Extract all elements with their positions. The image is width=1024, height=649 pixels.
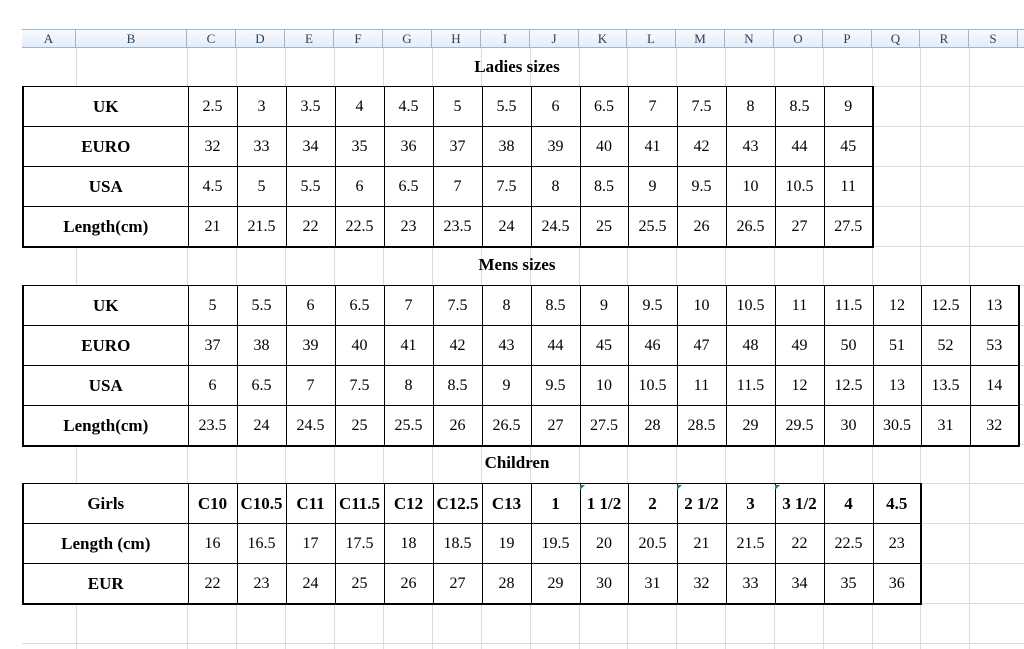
size-cell[interactable]: 26.5 xyxy=(726,207,775,248)
size-cell[interactable]: 25.5 xyxy=(628,207,677,248)
size-cell[interactable]: 39 xyxy=(286,326,335,366)
size-cell[interactable]: 5 xyxy=(433,87,482,127)
size-cell[interactable]: 8 xyxy=(531,167,580,207)
size-cell[interactable]: 32 xyxy=(188,127,237,167)
size-cell[interactable]: 9.5 xyxy=(628,286,677,326)
row-label[interactable]: EURO xyxy=(23,127,188,167)
mens-row xyxy=(23,406,1019,447)
size-cell[interactable]: 40 xyxy=(335,326,384,366)
size-cell[interactable]: 28.5 xyxy=(677,406,726,447)
size-cell[interactable]: 7 xyxy=(628,87,677,127)
size-cell[interactable]: 52 xyxy=(921,326,970,366)
ladies-size-table xyxy=(22,86,874,248)
size-cell[interactable]: 29 xyxy=(726,406,775,447)
size-cell[interactable]: 28 xyxy=(482,564,531,605)
column-header[interactable]: Q xyxy=(872,30,920,47)
column-header[interactable]: F xyxy=(334,30,383,47)
size-cell[interactable]: 25 xyxy=(335,564,384,605)
size-cell[interactable]: 21.5 xyxy=(237,207,286,248)
size-cell[interactable]: 45 xyxy=(580,326,628,366)
size-cell[interactable]: 41 xyxy=(384,326,433,366)
size-cell[interactable]: 27.5 xyxy=(824,207,873,248)
size-cell[interactable]: 42 xyxy=(677,127,726,167)
size-cell[interactable]: 3 xyxy=(726,484,775,524)
size-cell[interactable]: 10.5 xyxy=(628,366,677,406)
size-cell[interactable]: 21 xyxy=(188,207,237,248)
children-size-table xyxy=(22,483,922,605)
size-cell[interactable]: 18 xyxy=(384,524,433,564)
ladies-row xyxy=(23,167,873,207)
children-row xyxy=(23,564,921,605)
size-cell[interactable]: 34 xyxy=(286,127,335,167)
size-cell[interactable]: 2 1/2 xyxy=(677,484,726,524)
size-cell[interactable]: 2 xyxy=(628,484,677,524)
size-cell[interactable]: 30.5 xyxy=(873,406,921,447)
size-cell[interactable]: 7 xyxy=(286,366,335,406)
size-cell[interactable]: 10 xyxy=(677,286,726,326)
size-cell[interactable]: 5.5 xyxy=(286,167,335,207)
size-cell[interactable]: 7.5 xyxy=(433,286,482,326)
size-cell[interactable]: 7 xyxy=(384,286,433,326)
size-cell[interactable]: 3.5 xyxy=(286,87,335,127)
size-cell[interactable]: 1 xyxy=(531,484,580,524)
size-cell[interactable]: 25 xyxy=(335,406,384,447)
size-cell[interactable]: C10 xyxy=(188,484,237,524)
gridline-horizontal xyxy=(22,643,1024,644)
size-cell[interactable]: 32 xyxy=(677,564,726,605)
size-cell[interactable]: 6 xyxy=(188,366,237,406)
size-cell[interactable]: 21.5 xyxy=(726,524,775,564)
size-cell[interactable]: 19 xyxy=(482,524,531,564)
size-cell[interactable]: 51 xyxy=(873,326,921,366)
size-cell[interactable]: 34 xyxy=(775,564,824,605)
size-cell[interactable]: 33 xyxy=(237,127,286,167)
size-cell[interactable]: 44 xyxy=(531,326,580,366)
size-cell[interactable]: 8.5 xyxy=(433,366,482,406)
size-cell[interactable]: 5 xyxy=(237,167,286,207)
size-cell[interactable]: 30 xyxy=(580,564,628,605)
column-header[interactable]: L xyxy=(627,30,676,47)
size-cell[interactable]: 11.5 xyxy=(824,286,873,326)
row-label[interactable]: Length(cm) xyxy=(23,207,188,248)
size-cell[interactable]: 27.5 xyxy=(580,406,628,447)
size-cell[interactable]: 17 xyxy=(286,524,335,564)
size-cell[interactable]: 14 xyxy=(970,366,1019,406)
size-cell[interactable]: C10.5 xyxy=(237,484,286,524)
size-cell[interactable]: 10 xyxy=(580,366,628,406)
row-label[interactable]: UK xyxy=(23,87,188,127)
column-header[interactable]: B xyxy=(76,30,187,47)
size-cell[interactable]: 38 xyxy=(237,326,286,366)
size-cell[interactable]: 9.5 xyxy=(677,167,726,207)
size-cell[interactable]: 4.5 xyxy=(188,167,237,207)
row-label[interactable]: Girls xyxy=(23,484,188,524)
size-cell[interactable]: 47 xyxy=(677,326,726,366)
size-cell[interactable]: 7.5 xyxy=(335,366,384,406)
size-cell[interactable]: 35 xyxy=(824,564,873,605)
size-cell[interactable]: 33 xyxy=(726,564,775,605)
size-cell[interactable]: C11 xyxy=(286,484,335,524)
size-cell[interactable]: 16 xyxy=(188,524,237,564)
size-cell[interactable]: 6.5 xyxy=(237,366,286,406)
size-cell[interactable]: 12 xyxy=(775,366,824,406)
cell-error-indicator-icon[interactable] xyxy=(775,485,780,490)
size-cell[interactable]: 31 xyxy=(921,406,970,447)
size-cell[interactable]: 4 xyxy=(824,484,873,524)
size-cell[interactable]: 35 xyxy=(335,127,384,167)
row-label[interactable]: Length(cm) xyxy=(23,406,188,447)
size-cell[interactable]: 13.5 xyxy=(921,366,970,406)
size-cell[interactable]: 22 xyxy=(775,524,824,564)
size-cell[interactable]: 11 xyxy=(677,366,726,406)
column-header[interactable]: I xyxy=(481,30,530,47)
size-cell[interactable]: C13 xyxy=(482,484,531,524)
size-cell[interactable]: 27 xyxy=(531,406,580,447)
size-cell[interactable]: C12 xyxy=(384,484,433,524)
size-cell[interactable]: 24 xyxy=(286,564,335,605)
size-cell[interactable]: 11.5 xyxy=(726,366,775,406)
size-cell[interactable]: 8 xyxy=(726,87,775,127)
column-header[interactable]: C xyxy=(187,30,236,47)
size-cell[interactable]: 41 xyxy=(628,127,677,167)
mens-row xyxy=(23,326,1019,366)
size-cell[interactable]: 37 xyxy=(433,127,482,167)
size-cell[interactable]: 8.5 xyxy=(775,87,824,127)
size-cell[interactable]: 12.5 xyxy=(921,286,970,326)
size-cell[interactable]: 10.5 xyxy=(726,286,775,326)
size-cell[interactable]: 2.5 xyxy=(188,87,237,127)
size-cell[interactable]: 11 xyxy=(775,286,824,326)
column-header[interactable]: E xyxy=(285,30,334,47)
row-label[interactable]: USA xyxy=(23,366,188,406)
size-cell[interactable]: 7.5 xyxy=(677,87,726,127)
size-cell[interactable]: 53 xyxy=(970,326,1019,366)
size-cell[interactable]: 24.5 xyxy=(531,207,580,248)
size-cell[interactable]: 11 xyxy=(824,167,873,207)
size-cell[interactable]: 23.5 xyxy=(188,406,237,447)
ladies-row xyxy=(23,127,873,167)
size-cell[interactable]: 24.5 xyxy=(286,406,335,447)
size-cell[interactable]: 5 xyxy=(188,286,237,326)
mens-sizes-title: Mens sizes xyxy=(478,255,556,274)
size-cell[interactable]: 6 xyxy=(335,167,384,207)
size-cell[interactable]: 40 xyxy=(580,127,628,167)
size-cell[interactable]: 22 xyxy=(286,207,335,248)
size-cell[interactable]: 23 xyxy=(237,564,286,605)
size-cell[interactable]: 23 xyxy=(384,207,433,248)
children-row xyxy=(23,524,921,564)
size-cell[interactable]: 29.5 xyxy=(775,406,824,447)
size-cell[interactable]: 5.5 xyxy=(237,286,286,326)
children-row xyxy=(23,484,921,524)
size-cell[interactable]: 23.5 xyxy=(433,207,482,248)
size-cell[interactable]: 18.5 xyxy=(433,524,482,564)
size-cell[interactable]: 6 xyxy=(531,87,580,127)
ladies-sizes-title: Ladies sizes xyxy=(474,57,560,76)
size-cell[interactable]: 8.5 xyxy=(531,286,580,326)
row-label[interactable]: EURO xyxy=(23,326,188,366)
cell-error-indicator-icon[interactable] xyxy=(677,485,682,490)
size-cell[interactable]: 37 xyxy=(188,326,237,366)
size-cell[interactable]: 49 xyxy=(775,326,824,366)
size-cell[interactable]: 24 xyxy=(237,406,286,447)
size-cell[interactable]: 13 xyxy=(970,286,1019,326)
size-cell[interactable]: 31 xyxy=(628,564,677,605)
size-cell[interactable]: 26 xyxy=(433,406,482,447)
column-header[interactable]: S xyxy=(969,30,1018,47)
size-cell[interactable]: 22.5 xyxy=(824,524,873,564)
size-cell[interactable]: 46 xyxy=(628,326,677,366)
size-cell[interactable]: 7.5 xyxy=(482,167,531,207)
size-cell[interactable]: 9 xyxy=(580,286,628,326)
size-cell[interactable]: 6 xyxy=(286,286,335,326)
size-cell[interactable]: 3 xyxy=(237,87,286,127)
size-cell[interactable]: 8 xyxy=(482,286,531,326)
size-cell[interactable]: 3 1/2 xyxy=(775,484,824,524)
row-label[interactable]: Length (cm) xyxy=(23,524,188,564)
ladies-row xyxy=(23,87,873,127)
size-cell[interactable]: 26 xyxy=(677,207,726,248)
size-cell[interactable]: 23 xyxy=(873,524,921,564)
ladies-row xyxy=(23,207,873,248)
children-sizes-title: Children xyxy=(484,453,550,472)
size-cell[interactable]: 12 xyxy=(873,286,921,326)
size-cell[interactable]: 4.5 xyxy=(873,484,921,524)
size-cell[interactable]: 20.5 xyxy=(628,524,677,564)
column-header[interactable]: R xyxy=(920,30,969,47)
mens-size-table xyxy=(22,285,1020,447)
column-header[interactable]: O xyxy=(774,30,823,47)
size-cell[interactable]: 48 xyxy=(726,326,775,366)
size-cell[interactable]: 28 xyxy=(628,406,677,447)
column-header[interactable]: H xyxy=(432,30,481,47)
mens-row xyxy=(23,286,1019,326)
size-cell[interactable]: 26 xyxy=(384,564,433,605)
size-cell[interactable]: 8.5 xyxy=(580,167,628,207)
size-cell[interactable]: 29 xyxy=(531,564,580,605)
size-cell[interactable]: 36 xyxy=(384,127,433,167)
column-header[interactable]: J xyxy=(530,30,579,47)
size-cell[interactable]: 32 xyxy=(970,406,1019,447)
column-header[interactable]: M xyxy=(676,30,725,47)
size-cell[interactable]: 9 xyxy=(628,167,677,207)
size-cell[interactable]: 21 xyxy=(677,524,726,564)
column-header[interactable]: G xyxy=(383,30,432,47)
size-cell[interactable]: 13 xyxy=(873,366,921,406)
size-cell[interactable]: 6.5 xyxy=(335,286,384,326)
size-cell[interactable]: 30 xyxy=(824,406,873,447)
column-header-bar xyxy=(22,29,1024,48)
size-cell[interactable]: 50 xyxy=(824,326,873,366)
size-cell[interactable]: 27 xyxy=(433,564,482,605)
size-cell[interactable]: 4 xyxy=(335,87,384,127)
size-cell[interactable]: 27 xyxy=(775,207,824,248)
size-cell[interactable]: 7 xyxy=(433,167,482,207)
size-cell[interactable]: 10 xyxy=(726,167,775,207)
size-cell[interactable]: C12.5 xyxy=(433,484,482,524)
row-label[interactable]: EUR xyxy=(23,564,188,605)
size-cell[interactable]: 25 xyxy=(580,207,628,248)
row-label[interactable]: UK xyxy=(23,286,188,326)
size-cell[interactable]: 17.5 xyxy=(335,524,384,564)
size-cell[interactable]: 9 xyxy=(482,366,531,406)
size-cell[interactable]: 22.5 xyxy=(335,207,384,248)
cell-error-indicator-icon[interactable] xyxy=(580,485,585,490)
size-cell[interactable]: 39 xyxy=(531,127,580,167)
size-cell[interactable]: 45 xyxy=(824,127,873,167)
size-cell[interactable]: 12.5 xyxy=(824,366,873,406)
size-cell[interactable]: 25.5 xyxy=(384,406,433,447)
size-cell[interactable]: C11.5 xyxy=(335,484,384,524)
size-cell[interactable]: 6.5 xyxy=(384,167,433,207)
size-cell[interactable]: 5.5 xyxy=(482,87,531,127)
size-cell[interactable]: 8 xyxy=(384,366,433,406)
size-cell[interactable]: 26.5 xyxy=(482,406,531,447)
size-cell[interactable]: 9.5 xyxy=(531,366,580,406)
size-cell[interactable]: 43 xyxy=(726,127,775,167)
size-cell[interactable]: 20 xyxy=(580,524,628,564)
size-cell[interactable]: 10.5 xyxy=(775,167,824,207)
column-header[interactable]: K xyxy=(579,30,627,47)
mens-row xyxy=(23,366,1019,406)
size-cell[interactable]: 16.5 xyxy=(237,524,286,564)
column-header[interactable]: A xyxy=(22,30,76,47)
column-header[interactable]: P xyxy=(823,30,872,47)
column-header[interactable]: N xyxy=(725,30,774,47)
size-cell[interactable]: 43 xyxy=(482,326,531,366)
size-cell[interactable]: 1 1/2 xyxy=(580,484,628,524)
size-cell[interactable]: 6.5 xyxy=(580,87,628,127)
column-header[interactable]: D xyxy=(236,30,285,47)
size-cell[interactable]: 42 xyxy=(433,326,482,366)
size-cell[interactable]: 19.5 xyxy=(531,524,580,564)
size-cell[interactable]: 36 xyxy=(873,564,921,605)
row-label[interactable]: USA xyxy=(23,167,188,207)
size-cell[interactable]: 24 xyxy=(482,207,531,248)
size-cell[interactable]: 38 xyxy=(482,127,531,167)
size-cell[interactable]: 22 xyxy=(188,564,237,605)
size-cell[interactable]: 9 xyxy=(824,87,873,127)
size-cell[interactable]: 44 xyxy=(775,127,824,167)
size-cell[interactable]: 4.5 xyxy=(384,87,433,127)
